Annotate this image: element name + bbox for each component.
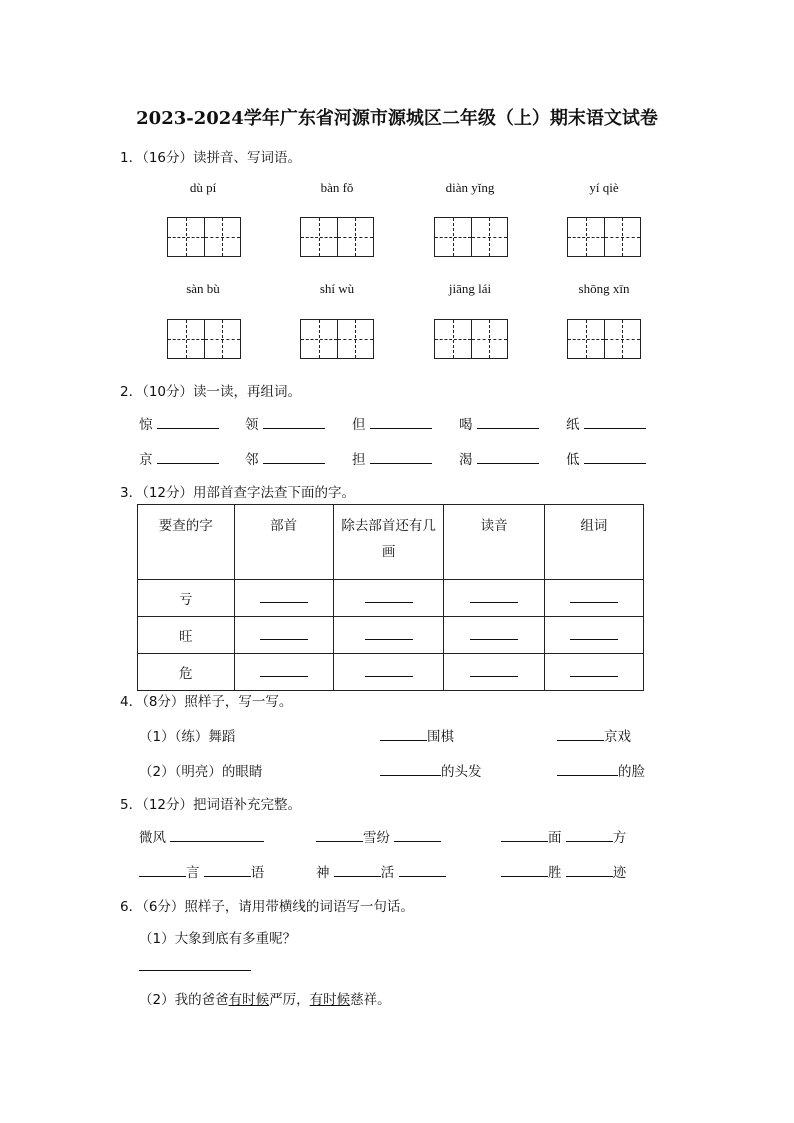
answer-blank[interactable] <box>557 763 618 776</box>
example-sentence: （2）我的爸爸有时候严厉，有时候慈祥。 <box>139 992 391 1008</box>
tianzi-grid[interactable] <box>567 319 641 359</box>
answer-blank[interactable] <box>584 451 646 464</box>
answer-blank[interactable] <box>399 864 446 877</box>
table-row <box>138 580 644 617</box>
answer-blank[interactable] <box>570 664 618 677</box>
answer-blank[interactable] <box>584 416 646 429</box>
pinyin-label: shí wù <box>319 281 355 296</box>
example-text: （1）（练）舞蹈 <box>139 729 236 745</box>
table-cell: 旺 <box>138 617 235 654</box>
answer-blank[interactable] <box>566 864 613 877</box>
answer-blank[interactable] <box>263 451 325 464</box>
tianzi-grid[interactable] <box>167 319 241 359</box>
answer-blank[interactable] <box>501 864 548 877</box>
prompt-word: 京戏 <box>604 729 631 745</box>
example-sentence: （1）大象到底有多重呢？ <box>139 931 297 947</box>
answer-blank[interactable] <box>380 763 441 776</box>
tianzi-grid[interactable] <box>567 217 641 257</box>
character: 担 <box>352 452 366 468</box>
answer-blank[interactable] <box>477 416 539 429</box>
prompt-word: 活 <box>380 865 395 881</box>
table-row <box>138 654 644 691</box>
pinyin-label: yí qiè <box>589 180 619 195</box>
pinyin-label: diàn yǐng <box>445 180 495 195</box>
character: 喝 <box>459 417 473 433</box>
prompt-word: 围棋 <box>427 729 454 745</box>
answer-blank[interactable] <box>260 590 308 603</box>
answer-blank[interactable] <box>365 627 413 640</box>
answer-blank[interactable] <box>157 416 219 429</box>
prompt-word: 方 <box>612 830 627 846</box>
table-header: 部首 <box>234 505 333 580</box>
page-title: 2023-2024学年广东省河源市源城区二年级（上）期末语文试卷 <box>136 108 658 129</box>
answer-blank[interactable] <box>139 958 251 971</box>
answer-blank[interactable] <box>260 664 308 677</box>
pinyin-label: bàn fǒ <box>320 180 354 195</box>
question-4-prompt: 4．（8分）照样子，写一写。 <box>120 694 293 710</box>
underlined-word: 有时候 <box>309 992 351 1008</box>
answer-blank[interactable] <box>370 416 432 429</box>
question-1-prompt: 1．（16分）读拼音、写词语。 <box>120 150 302 166</box>
question-5-prompt: 5．（12分）把词语补充完整。 <box>120 797 302 813</box>
answer-blank[interactable] <box>380 728 427 741</box>
character: 京 <box>139 452 153 468</box>
table-header: 组词 <box>544 505 643 580</box>
character: 领 <box>245 417 259 433</box>
answer-blank[interactable] <box>394 829 441 842</box>
pinyin-label: dù pí <box>189 180 217 195</box>
table-header: 要查的字 <box>138 505 235 580</box>
prompt-word: 面 <box>548 830 562 846</box>
answer-blank[interactable] <box>263 416 325 429</box>
answer-blank[interactable] <box>365 590 413 603</box>
prompt-word: 神 <box>316 865 330 881</box>
question-6-prompt: 6．（6分）照样子，请用带横线的词语写一句话。 <box>120 899 414 915</box>
prompt-word: 的脸 <box>618 764 645 780</box>
answer-blank[interactable] <box>170 829 264 842</box>
answer-blank[interactable] <box>570 590 618 603</box>
pinyin-label: sàn bù <box>186 281 220 296</box>
prompt-word: 迹 <box>612 865 627 881</box>
tianzi-grid[interactable] <box>434 319 508 359</box>
character: 邻 <box>245 452 259 468</box>
tianzi-grid[interactable] <box>434 217 508 257</box>
answer-blank[interactable] <box>477 451 539 464</box>
tianzi-grid[interactable] <box>300 217 374 257</box>
prompt-word: 胜 <box>548 865 562 881</box>
answer-blank[interactable] <box>470 627 518 640</box>
answer-blank[interactable] <box>566 829 613 842</box>
prompt-word: 雪纷 <box>363 830 390 846</box>
character: 但 <box>352 417 366 433</box>
pinyin-label: shōng xīn <box>578 281 630 296</box>
table-header: 除去部首还有几画 <box>333 505 444 580</box>
prompt-word: 的头发 <box>441 764 482 780</box>
underlined-word: 有时候 <box>228 992 270 1008</box>
character: 渴 <box>459 452 473 468</box>
answer-blank[interactable] <box>365 664 413 677</box>
tianzi-grid[interactable] <box>300 319 374 359</box>
prompt-word: 语 <box>250 865 265 881</box>
answer-blank[interactable] <box>260 627 308 640</box>
answer-blank[interactable] <box>157 451 219 464</box>
table-header: 读音 <box>444 505 544 580</box>
answer-blank[interactable] <box>316 829 363 842</box>
radical-lookup-table <box>137 504 644 691</box>
question-2-prompt: 2．（10分）读一读，再组词。 <box>120 384 302 400</box>
answer-blank[interactable] <box>557 728 604 741</box>
table-row <box>138 617 644 654</box>
prompt-word: 微风 <box>139 830 166 846</box>
answer-blank[interactable] <box>570 627 618 640</box>
answer-blank[interactable] <box>470 664 518 677</box>
answer-blank[interactable] <box>204 864 251 877</box>
answer-blank[interactable] <box>470 590 518 603</box>
answer-blank[interactable] <box>370 451 432 464</box>
character: 低 <box>566 452 580 468</box>
answer-blank[interactable] <box>501 829 548 842</box>
question-3-prompt: 3．（12分）用部首查字法查下面的字。 <box>120 485 356 501</box>
tianzi-grid[interactable] <box>167 217 241 257</box>
table-cell: 危 <box>138 654 235 691</box>
answer-blank[interactable] <box>139 864 186 877</box>
example-text: （2）（明亮）的眼睛 <box>139 764 263 780</box>
table-cell: 亏 <box>138 580 235 617</box>
pinyin-label: jiāng lái <box>448 281 492 296</box>
character: 纸 <box>566 417 580 433</box>
prompt-word: 言 <box>186 865 200 881</box>
answer-blank[interactable] <box>334 864 381 877</box>
character: 惊 <box>139 417 153 433</box>
